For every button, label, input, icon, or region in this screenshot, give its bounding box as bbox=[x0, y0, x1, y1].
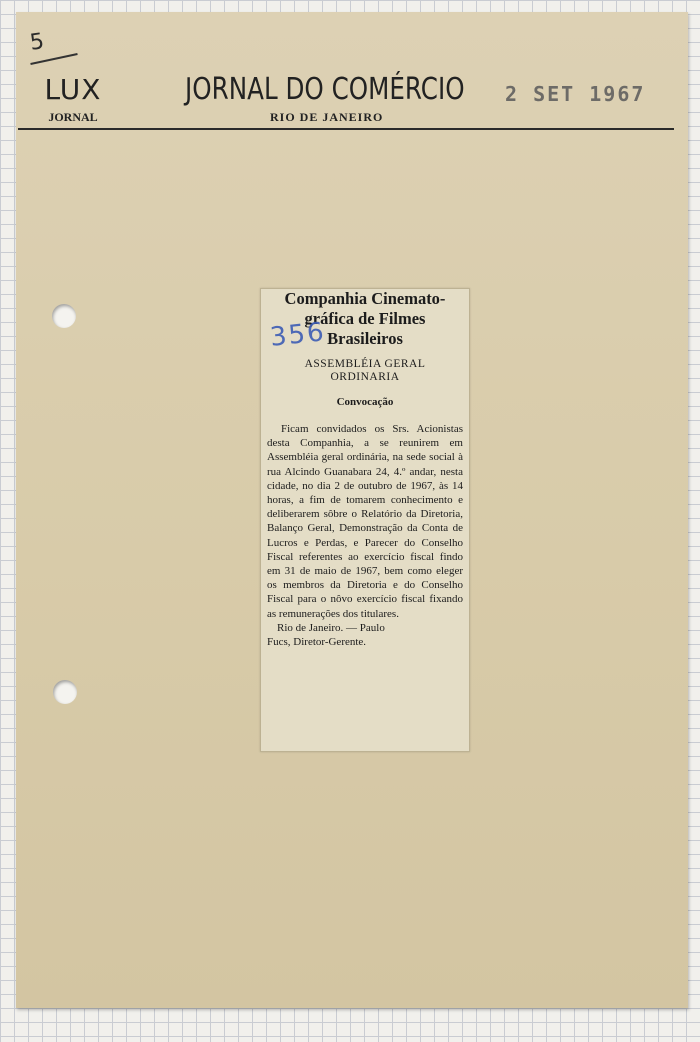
article-signature bbox=[267, 621, 463, 649]
handwritten-note: 5 bbox=[28, 29, 46, 56]
article-signature-line: Rio de Janeiro. — Paulo bbox=[277, 621, 385, 634]
punch-hole-top bbox=[52, 304, 76, 328]
punch-hole-bottom bbox=[53, 680, 77, 704]
date-stamp: 2 SET 1967 bbox=[505, 82, 646, 106]
newspaper-title: JORNAL DO COMÉRCIO bbox=[185, 72, 465, 107]
article-label: Convocação bbox=[336, 396, 394, 408]
brand-logo: LUX bbox=[44, 73, 102, 106]
article-subtitle-line: ASSEMBLÉIA GERAL bbox=[304, 358, 426, 370]
article-signature-line: Fucs, Diretor-Gerente. bbox=[267, 636, 367, 649]
article-title-line: Brasileiros bbox=[327, 329, 403, 348]
pencil-annotation: 356 bbox=[268, 317, 328, 353]
article-title-line: gráfica de Filmes bbox=[304, 309, 426, 328]
brand-subtitle: JORNAL bbox=[48, 110, 98, 124]
newspaper-clipping bbox=[260, 288, 470, 752]
article-subtitle bbox=[267, 358, 463, 384]
header-rule bbox=[18, 128, 674, 130]
article-body bbox=[267, 422, 463, 621]
article-subtitle-line: ORDINARIA bbox=[330, 371, 400, 383]
article-paragraph: Ficam convidados os Srs. Acionistas desta Companhia, a se reunirem em Assembléia geral ordinária, na sede social à rua Alcindo Guanabara 24, 4.º andar, nesta cidade, no dia 2 de outubro de 1967, às 14 horas, a fim de tomarem conhecimento e deliberarem sôbre o Relatório da Diretoria, Balanço Geral, Demonstração da Conta de Lucros e Perdas, e Parecer do Conselho Fiscal referentes ao exercício fiscal findo em 31 de maio de 1967, bem como eleger os membros da Diretoria e do Conselho Fiscal para o nôvo exercício fiscal fixando as remunerações dos titulares. bbox=[267, 423, 463, 620]
newspaper-city: RIO DE JANEIRO bbox=[270, 110, 384, 124]
article-title-line: Companhia Cinemato- bbox=[284, 289, 446, 308]
